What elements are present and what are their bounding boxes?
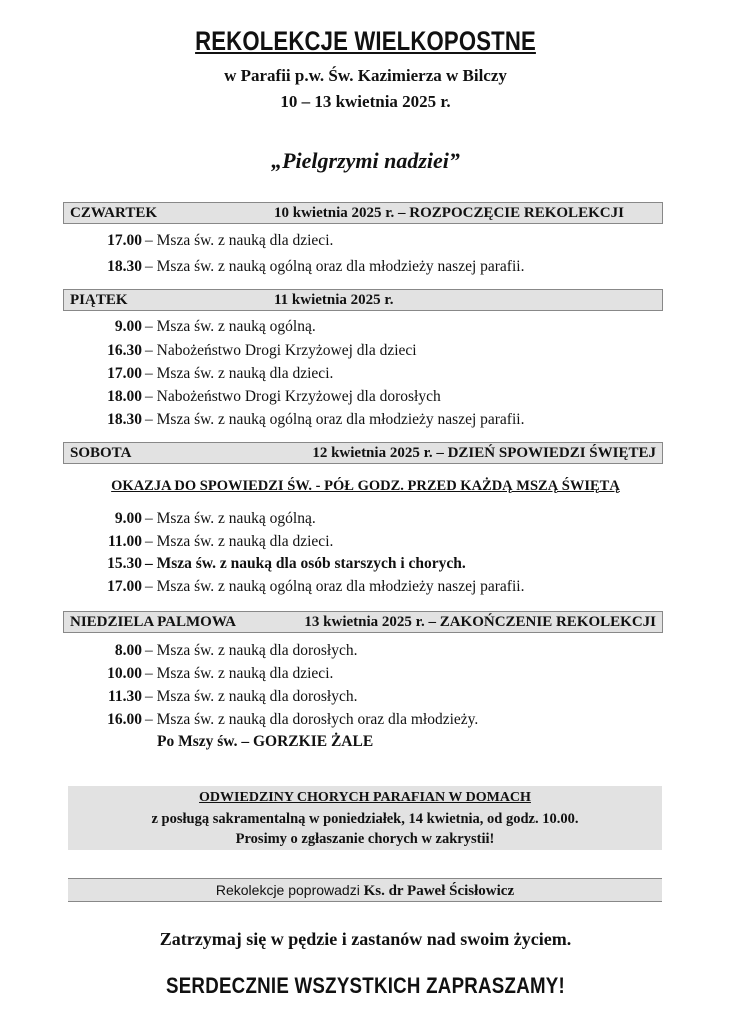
day-info: 10 kwietnia 2025 r. – ROZPOCZĘCIE REKOLEKCJI bbox=[274, 205, 624, 221]
schedule-desc: – Msza św. z nauką dla dzieci. bbox=[145, 665, 334, 682]
day-name: CZWARTEK bbox=[70, 205, 157, 221]
schedule-time: 17.00 bbox=[107, 578, 142, 595]
schedule-row bbox=[70, 664, 333, 684]
schedule-row bbox=[70, 687, 358, 707]
schedule-time: 18.00 bbox=[107, 388, 142, 405]
day-header-palm-sunday bbox=[63, 611, 663, 633]
schedule-time: 10.00 bbox=[107, 665, 142, 682]
motto: „Pielgrzymi nadziei” bbox=[271, 148, 460, 173]
schedule-time: 17.00 bbox=[107, 232, 142, 249]
sick-visits-box bbox=[68, 786, 662, 850]
schedule-desc: – Msza św. z nauką dla dzieci. bbox=[145, 232, 334, 249]
page-title: REKOLEKCJE WIELKOPOSTNE bbox=[195, 26, 536, 56]
schedule-time: 18.30 bbox=[107, 258, 142, 275]
schedule-row bbox=[70, 257, 524, 277]
schedule-desc: – Msza św. z nauką dla dorosłych oraz dla młodzieży. bbox=[145, 711, 479, 728]
reflection-line: Zatrzymaj się w pędzie i zastanów nad swoim życiem. bbox=[159, 929, 572, 949]
sick-visits-line: z posługą sakramentalną w poniedziałek, 14 kwietnia, od godz. 10.00. bbox=[151, 811, 579, 827]
leader-label: Rekolekcje poprowadzi bbox=[215, 882, 360, 898]
schedule-time: 9.00 bbox=[114, 318, 142, 335]
leader-name: Ks. dr Paweł Ścisłowicz bbox=[363, 883, 515, 899]
schedule-desc: – Msza św. z nauką dla dorosłych. bbox=[145, 688, 358, 705]
confession-note: OKAZJA DO SPOWIEDZI ŚW. - PÓŁ GODZ. PRZED KAŻDĄ MSZĄ ŚWIĘTĄ bbox=[111, 478, 620, 494]
schedule-row bbox=[70, 387, 441, 407]
day-info: 13 kwietnia 2025 r. – ZAKOŃCZENIE REKOLEKCJI bbox=[304, 614, 656, 630]
schedule-row bbox=[70, 364, 333, 384]
schedule-row bbox=[70, 641, 358, 661]
schedule-time: 15.30 bbox=[107, 555, 142, 572]
schedule-row bbox=[70, 710, 478, 730]
day-info: 12 kwietnia 2025 r. – DZIEŃ SPOWIEDZI ŚWIĘTEJ bbox=[312, 445, 656, 461]
day-name: SOBOTA bbox=[70, 445, 132, 461]
schedule-row bbox=[70, 317, 316, 337]
schedule-time: 18.30 bbox=[107, 411, 142, 428]
day-name: PIĄTEK bbox=[70, 292, 128, 308]
schedule-desc: – Msza św. z nauką ogólną oraz dla młodzieży naszej parafii. bbox=[145, 578, 525, 595]
schedule-desc: – Nabożeństwo Drogi Krzyżowej dla dorosłych bbox=[145, 388, 441, 405]
schedule-desc: – Msza św. z nauką dla dzieci. bbox=[145, 533, 334, 550]
date-range: 10 – 13 kwietnia 2025 r. bbox=[280, 92, 451, 111]
day-header-saturday bbox=[63, 442, 663, 464]
sick-visits-request: Prosimy o zgłaszanie chorych w zakrystii! bbox=[235, 831, 495, 847]
day-name: NIEDZIELA PALMOWA bbox=[70, 614, 236, 630]
schedule-row bbox=[70, 532, 333, 552]
schedule-desc: – Msza św. z nauką dla osób starszych i chorych. bbox=[145, 555, 466, 572]
sick-visits-title: ODWIEDZINY CHORYCH PARAFIAN W DOMACH bbox=[199, 790, 531, 805]
schedule-desc: – Msza św. z nauką dla dorosłych. bbox=[145, 642, 358, 659]
schedule-desc: – Msza św. z nauką dla dzieci. bbox=[145, 365, 334, 382]
schedule-desc: – Msza św. z nauką ogólną. bbox=[145, 510, 316, 527]
schedule-row bbox=[70, 577, 524, 597]
schedule-row bbox=[70, 410, 524, 430]
schedule-time: 11.00 bbox=[107, 533, 142, 550]
schedule-desc: – Msza św. z nauką ogólną oraz dla młodzieży naszej parafii. bbox=[145, 411, 525, 428]
schedule-time: 16.00 bbox=[107, 711, 142, 728]
schedule-desc: – Nabożeństwo Drogi Krzyżowej dla dzieci bbox=[145, 342, 417, 359]
schedule-row bbox=[70, 341, 417, 361]
invitation-line: SERDECZNIE WSZYSTKICH ZAPRASZAMY! bbox=[165, 973, 566, 998]
day-info: 11 kwietnia 2025 r. bbox=[274, 292, 394, 308]
schedule-desc: – Msza św. z nauką ogólną. bbox=[145, 318, 316, 335]
schedule-row bbox=[70, 509, 316, 529]
day-header-thursday bbox=[63, 202, 663, 224]
bitter-lamentations-note: Po Mszy św. – GORZKIE ŻALE bbox=[157, 733, 374, 750]
schedule-desc: – Msza św. z nauką ogólną oraz dla młodzieży naszej parafii. bbox=[145, 258, 525, 275]
day-header-friday bbox=[63, 289, 663, 311]
schedule-time: 11.30 bbox=[107, 688, 142, 705]
schedule-row bbox=[70, 231, 333, 251]
parish-line: w Parafii p.w. Św. Kazimierza w Bilczy bbox=[224, 66, 507, 85]
schedule-time: 17.00 bbox=[107, 365, 142, 382]
schedule-row-highlight bbox=[70, 554, 466, 574]
retreat-leader-box bbox=[68, 878, 662, 902]
schedule-time: 16.30 bbox=[107, 342, 142, 359]
schedule-time: 8.00 bbox=[114, 642, 142, 659]
schedule-time: 9.00 bbox=[114, 510, 142, 527]
